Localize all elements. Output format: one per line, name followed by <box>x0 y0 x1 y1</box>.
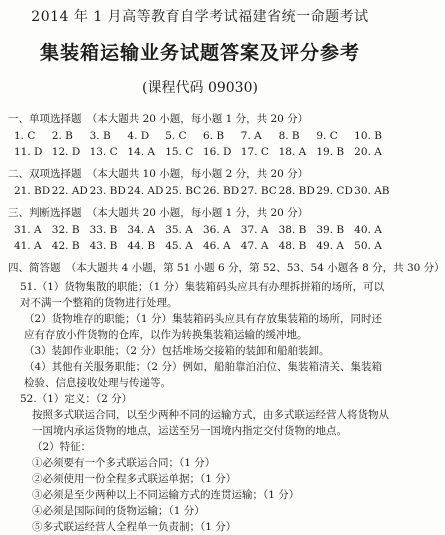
answer-item: 18. A <box>278 146 307 158</box>
answer-item: 48. B <box>278 240 307 252</box>
answer-item: 11. D <box>14 146 43 158</box>
answer-row <box>8 146 392 158</box>
q51-item-1: 51.（1）货物集散的职能；（1 分）集装箱码头应具有办理拆拼箱的场所，可以对不满一个整箱的货物进行处理。 <box>20 281 385 309</box>
answer-item: 14. A <box>127 146 156 158</box>
answer-item: 33. B <box>89 224 118 236</box>
answer-row <box>8 224 392 236</box>
exam-title: 2014 年 1 月高等教育自学考试福建省统一命题考试 <box>31 9 369 25</box>
q51-item-4: （4）其他有关服务职能；（2 分）例如，船舶靠泊泊位、集装箱清关、集装箱检验、信息接收处理与传递等。 <box>24 361 382 389</box>
answer-item: 45. A <box>165 240 193 252</box>
answer-item: 8. B <box>278 130 300 142</box>
answer-item: 20. A <box>354 146 382 158</box>
answer-row <box>8 240 392 252</box>
answer-item: 9. C <box>316 130 338 142</box>
q52-feature: ③必须是至少两种以上不同运输方式的连贯运输；（1 分） <box>32 489 300 501</box>
answer-item: 2. B <box>51 130 73 142</box>
answer-item: 44. B <box>127 240 156 252</box>
answer-item: 43. B <box>89 240 118 252</box>
answer-item: 35. A <box>165 224 193 236</box>
answer-item: 5. C <box>165 130 187 142</box>
answer-item: 46. A <box>202 240 231 252</box>
answer-item: 40. A <box>354 224 382 236</box>
section-heading-short-answer: 四、简答题 （本大题共 4 小题，第 51 小题 6 分，第 52、53、54 小题各 8 分，共 30 分） <box>8 262 445 274</box>
section-heading-single-choice: 一、单项选择题 （本大题共 20 小题，每小题 1 分，共 20 分） <box>8 113 309 125</box>
answer-item: 10. B <box>354 130 382 142</box>
section-heading-true-false: 三、判断选择题 （本大题共 20 小题，每小题 1 分，共 20 分） <box>8 207 309 219</box>
answer-item: 6. B <box>202 130 225 142</box>
answer-item: 7. A <box>240 130 262 142</box>
answer-item: 4. D <box>127 130 150 142</box>
answer-item: 47. A <box>240 240 269 252</box>
answer-item: 36. A <box>202 224 231 236</box>
answer-item: 27. BC <box>240 185 277 197</box>
q52-feature: ⑤多式联运经营人全程单一负责制；（1 分） <box>32 521 237 533</box>
answer-item: 30. AB <box>354 185 390 197</box>
subject-title: 集装箱运输业务试题答案及评分参考 <box>39 42 360 64</box>
q52-feature: ④必须是国际间的货物运输；（1 分） <box>32 505 205 517</box>
answer-item: 16. D <box>202 146 232 158</box>
answer-item: 15. C <box>165 146 194 158</box>
section-heading-double-choice: 二、双项选择题 （本大题共 10 小题，每小题 2 分，共 20 分） <box>8 168 309 180</box>
answer-item: 42. B <box>51 240 80 252</box>
answer-item: 25. BC <box>165 185 202 197</box>
course-code: (课程代码 09030) <box>142 80 258 96</box>
answer-item: 31. A <box>14 224 42 236</box>
answer-item: 13. C <box>89 146 118 158</box>
answer-item: 19. B <box>316 146 345 158</box>
answer-item: 41. A <box>14 240 42 252</box>
answer-item: 17. C <box>240 146 269 158</box>
answer-item: 50. A <box>354 240 382 252</box>
answer-item: 3. B <box>89 130 111 142</box>
answer-item: 28. BD <box>278 185 315 197</box>
answer-item: 49. A <box>316 240 344 252</box>
q52-definition: 按照多式联运合同，以至少两种不同的运输方式，由多式联运经营人将货物从一国境内承运货物的地点，运送至另一国境内指定交付货物的地点。 <box>32 409 389 437</box>
answer-item: 23. BD <box>89 185 126 197</box>
answer-item: 21. BD <box>14 185 51 197</box>
q52-features-label: （2）特征： <box>32 441 92 453</box>
answer-item: 24. AD <box>127 185 164 197</box>
answer-item: 22. AD <box>51 185 88 197</box>
answer-item: 38. B <box>278 224 307 236</box>
answer-row <box>8 130 392 142</box>
q52-intro: 52.（1）定义：（2 分） <box>20 393 133 405</box>
answer-item: 29. CD <box>316 185 353 197</box>
answer-item: 34. A <box>127 224 156 236</box>
answer-item: 32. B <box>51 224 80 236</box>
answer-item: 37. A <box>240 224 269 236</box>
q51-item-3: （3）装卸作业职能；（2 分）包括堆场交接箱的装卸和船舶装卸。 <box>24 345 330 357</box>
q51-item-2: （2）货物堆存的职能；（1 分）集装箱码头应具有存放集装箱的场所，同时还应有存放小件货物的仓库，以作为转换集装箱运输的缓冲地。 <box>24 313 382 341</box>
answer-item: 26. BD <box>202 185 240 197</box>
q52-feature: ②必须使用一份全程多式联运单据；（1 分） <box>32 473 237 485</box>
answer-item: 39. B <box>316 224 345 236</box>
answer-row <box>8 185 392 197</box>
answer-item: 1. C <box>14 130 36 142</box>
answer-item: 12. D <box>51 146 81 158</box>
q52-feature: ①必须要有一个多式联运合同；（1 分） <box>32 457 216 469</box>
